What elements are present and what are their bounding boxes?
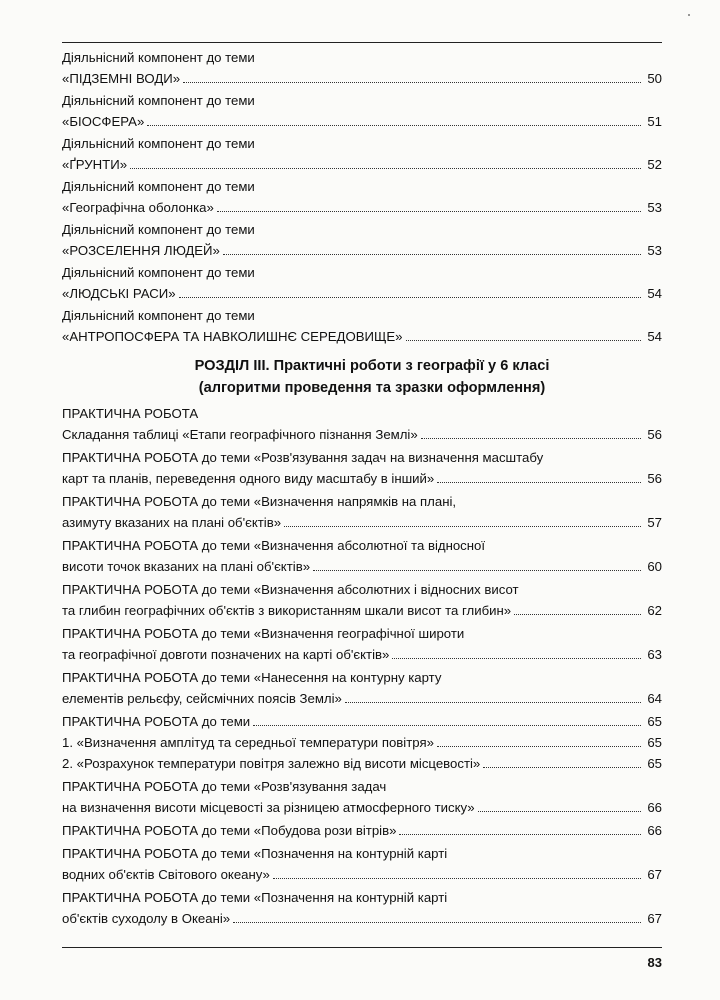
toc-entry-line: ПРАКТИЧНА РОБОТА до теми «Визначення географічної широти <box>62 626 465 641</box>
toc-entry[interactable] <box>62 776 662 818</box>
toc-entry[interactable] <box>62 262 662 304</box>
toc-entry-line: ПРАКТИЧНА РОБОТА до теми «Позначення на контурній карті <box>62 890 448 905</box>
toc-entry-title: «АНТРОПОСФЕРА ТА НАВКОЛИШНЄ СЕРЕДОВИЩЕ» <box>62 329 403 344</box>
practicals-list <box>62 403 662 929</box>
toc-entry-page: 62 <box>647 603 662 618</box>
dot-leader <box>345 702 641 703</box>
toc-entry[interactable] <box>62 711 662 732</box>
toc-entry-intro: Діяльнісний компонент до теми <box>62 50 255 65</box>
dot-leader <box>421 438 641 439</box>
section-heading-line1: РОЗДІЛ III. Практичні роботи з географії у 6 класі <box>194 358 550 374</box>
dot-leader <box>223 254 641 255</box>
toc-entry-page: 65 <box>647 714 662 729</box>
toc-entry-line: ПРАКТИЧНА РОБОТА до теми «Визначення напрямків на плані, <box>62 494 457 509</box>
scan-speck <box>688 14 690 16</box>
dot-leader <box>284 526 641 527</box>
toc-entry-page: 56 <box>647 427 662 442</box>
toc-entry-title: висоти точок вказаних на плані об'єктів» <box>62 559 311 574</box>
toc-entry-title: водних об'єктів Світового океану» <box>62 867 270 882</box>
toc-entry[interactable] <box>62 90 662 132</box>
toc-entry-page: 60 <box>647 559 662 574</box>
toc-entry-line: ПРАКТИЧНА РОБОТА до теми «Визначення абсолютних і відносних висот <box>62 582 519 597</box>
dot-leader <box>183 82 641 83</box>
section-heading-line2: (алгоритми проведення та зразки оформлення) <box>198 380 546 396</box>
toc-entry[interactable] <box>62 491 662 533</box>
toc-entry-page: 66 <box>647 800 662 815</box>
toc-entry[interactable] <box>62 667 662 709</box>
toc-entry-page: 53 <box>647 243 662 258</box>
toc-entry-title: «ҐРУНТИ» <box>62 157 128 172</box>
toc-entry-line: ПРАКТИЧНА РОБОТА до теми «Розв'язування задач на визначення масштабу <box>62 450 544 465</box>
dot-leader <box>406 340 641 341</box>
toc-entry[interactable] <box>62 843 662 885</box>
toc-entry-page: 65 <box>647 735 662 750</box>
dot-leader <box>478 811 641 812</box>
dot-leader <box>273 878 641 879</box>
toc-entry[interactable] <box>62 447 662 489</box>
toc-entry[interactable] <box>62 623 662 665</box>
toc-entry[interactable] <box>62 176 662 218</box>
toc-entry[interactable] <box>62 47 662 89</box>
toc-entry-page: 53 <box>647 200 662 215</box>
toc-entry-title: «ПІДЗЕМНІ ВОДИ» <box>62 71 181 86</box>
dot-leader <box>313 570 641 571</box>
dot-leader <box>437 482 641 483</box>
toc-entry-intro: Діяльнісний компонент до теми <box>62 179 255 194</box>
dot-leader <box>179 297 641 298</box>
table-of-contents <box>62 47 662 931</box>
toc-entry-title: 2. «Розрахунок температури повітря залежно від висоти місцевості» <box>62 756 481 771</box>
dot-leader <box>483 767 641 768</box>
toc-entry-title: ПРАКТИЧНА РОБОТА до теми <box>62 714 251 729</box>
toc-entry-title: «БІОСФЕРА» <box>62 114 145 129</box>
toc-entry[interactable] <box>62 535 662 577</box>
toc-entry-page: 66 <box>647 823 662 838</box>
dot-leader <box>399 834 641 835</box>
toc-entry-title: ПРАКТИЧНА РОБОТА до теми «Побудова рози вітрів» <box>62 823 397 838</box>
toc-entry[interactable] <box>62 820 662 841</box>
dot-leader <box>217 211 641 212</box>
toc-entry-title: об'єктів суходолу в Океані» <box>62 911 231 926</box>
toc-entry-line: ПРАКТИЧНА РОБОТА до теми «Нанесення на контурну карту <box>62 670 442 685</box>
toc-entry-title: та глибин географічних об'єктів з використанням шкали висот та глибин» <box>62 603 512 618</box>
toc-entry-line: ПРАКТИЧНА РОБОТА до теми «Розв'язування задач <box>62 779 387 794</box>
dot-leader <box>437 746 641 747</box>
toc-entry[interactable] <box>62 579 662 621</box>
toc-entry-title: «РОЗСЕЛЕННЯ ЛЮДЕЙ» <box>62 243 220 258</box>
toc-entry-title: елементів рельєфу, сейсмічних поясів Землі» <box>62 691 342 706</box>
toc-entry-page: 51 <box>647 114 662 129</box>
toc-entry-title: «ЛЮДСЬКІ РАСИ» <box>62 286 176 301</box>
toc-entry[interactable] <box>62 403 662 445</box>
toc-entry-page: 57 <box>647 515 662 530</box>
footer-rule <box>62 947 662 948</box>
toc-entry[interactable] <box>62 133 662 175</box>
header-rule <box>62 42 662 43</box>
toc-entry-page: 64 <box>647 691 662 706</box>
toc-entry-title: Складання таблиці «Етапи географічного пізнання Землі» <box>62 427 418 442</box>
dot-leader <box>514 614 641 615</box>
toc-entry[interactable] <box>62 219 662 261</box>
dot-leader <box>130 168 641 169</box>
toc-entry-intro: Діяльнісний компонент до теми <box>62 93 255 108</box>
toc-entry-page: 67 <box>647 911 662 926</box>
activity-components-list <box>62 47 662 347</box>
toc-entry-title: «Географічна оболонка» <box>62 200 214 215</box>
toc-entry-title: азимуту вказаних на плані об'єктів» <box>62 515 282 530</box>
toc-entry-intro: Діяльнісний компонент до теми <box>62 265 255 280</box>
toc-subentry[interactable] <box>62 753 662 774</box>
toc-entry-page: 67 <box>647 867 662 882</box>
toc-entry-title: 1. «Визначення амплітуд та середньої температури повітря» <box>62 735 434 750</box>
dot-leader <box>233 922 641 923</box>
toc-entry[interactable] <box>62 305 662 347</box>
toc-entry-page: 63 <box>647 647 662 662</box>
toc-entry-title: на визначення висоти місцевості за різницею атмосферного тиску» <box>62 800 475 815</box>
toc-entry-intro: Діяльнісний компонент до теми <box>62 308 255 323</box>
dot-leader <box>253 725 641 726</box>
page-number: 83 <box>647 955 662 970</box>
toc-entry-line: ПРАКТИЧНА РОБОТА до теми «Визначення абсолютної та відносної <box>62 538 486 553</box>
toc-entry-page: 50 <box>647 71 662 86</box>
toc-entry-line: ПРАКТИЧНА РОБОТА до теми «Позначення на контурній карті <box>62 846 448 861</box>
toc-entry-intro: Діяльнісний компонент до теми <box>62 222 255 237</box>
toc-entry-page: 54 <box>647 329 662 344</box>
toc-entry-title: карт та планів, переведення одного виду масштабу в інший» <box>62 471 435 486</box>
toc-entry-page: 56 <box>647 471 662 486</box>
toc-entry-page: 65 <box>647 756 662 771</box>
toc-subentry[interactable] <box>62 732 662 753</box>
toc-entry-title: та географічної довготи позначених на карті об'єктів» <box>62 647 390 662</box>
toc-entry[interactable] <box>62 887 662 929</box>
toc-entry-line: ПРАКТИЧНА РОБОТА <box>62 406 199 421</box>
dot-leader <box>147 125 641 126</box>
toc-entry-page: 52 <box>647 157 662 172</box>
dot-leader <box>392 658 641 659</box>
section-heading <box>62 355 662 399</box>
toc-entry-intro: Діяльнісний компонент до теми <box>62 136 255 151</box>
toc-entry-page: 54 <box>647 286 662 301</box>
